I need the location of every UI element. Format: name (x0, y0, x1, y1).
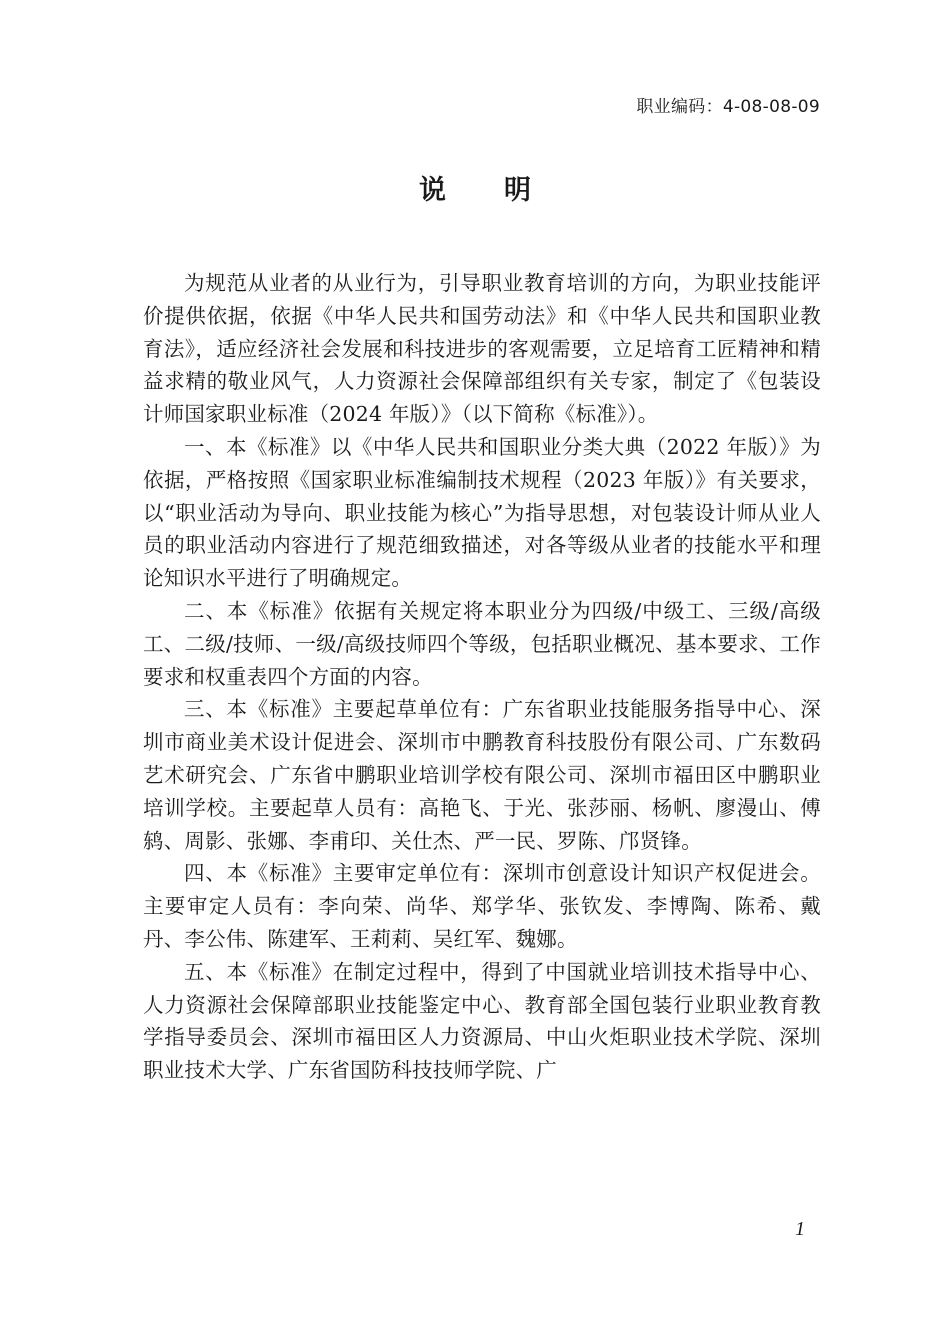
paragraph-2: 二、本《标准》依据有关规定将本职业分为四级/中级工、三级/高级工、二级/技师、一级/高级技师四个等级，包括职业概况、基本要求、工作要求和权重表四个方面的内容。 (143, 598, 821, 689)
paragraph-1: 一、本《标准》以《中华人民共和国职业分类大典（2022 年版）》为依据，严格按照《国家职业标准编制技术规程（2023 年版）》有关要求，以“职业活动为导向、职业技能为核心”为指导思想，对包装设计师从业人员的职业活动内容进行了规范细致描述，对各等级从业者的技能水平和理论知识水平进行了明确规定。 (143, 434, 821, 591)
document-body (143, 267, 821, 1087)
paragraph-5: 五、本《标准》在制定过程中，得到了中国就业培训技术指导中心、人力资源社会保障部职业技能鉴定中心、教育部全国包装行业职业教育教学指导委员会、深圳市福田区人力资源局、中山火炬职业技术学院、深圳职业技术大学、广东省国防科技技师学院、广 (143, 959, 821, 1083)
paragraph-4: 四、本《标准》主要审定单位有：深圳市创意设计知识产权促进会。主要审定人员有：李向荣、尚华、郑学华、张钦发、李博陶、陈希、戴丹、李公伟、陈建军、王莉莉、吴红军、魏娜。 (143, 861, 821, 951)
page-title: 说明 (419, 175, 589, 206)
occupation-code: 职业编码：4-08-08-09 (636, 97, 820, 117)
paragraph-intro: 为规范从业者的从业行为，引导职业教育培训的方向，为职业技能评价提供依据，依据《中华人民共和国劳动法》和《中华人民共和国职业教育法》，适应经济社会发展和科技进步的客观需要，立足培育工匠精神和精益求精的敬业风气，人力资源社会保障部组织有关专家，制定了《包装设计师国家职业标准（2024 年版）》（以下简称《标准》）。 (143, 271, 821, 427)
page-number: 1 (795, 1218, 805, 1240)
paragraph-3: 三、本《标准》主要起草单位有：广东省职业技能服务指导中心、深圳市商业美术设计促进会、深圳市中鹏教育科技股份有限公司、广东数码艺术研究会、广东省中鹏职业培训学校有限公司、深圳市福田区中鹏职业培训学校。主要起草人员有：高艳飞、于光、张莎丽、杨帆、廖漫山、傅鸫、周影、张娜、李甫印、关仕杰、严一民、罗陈、邝贤锋。 (143, 697, 821, 853)
